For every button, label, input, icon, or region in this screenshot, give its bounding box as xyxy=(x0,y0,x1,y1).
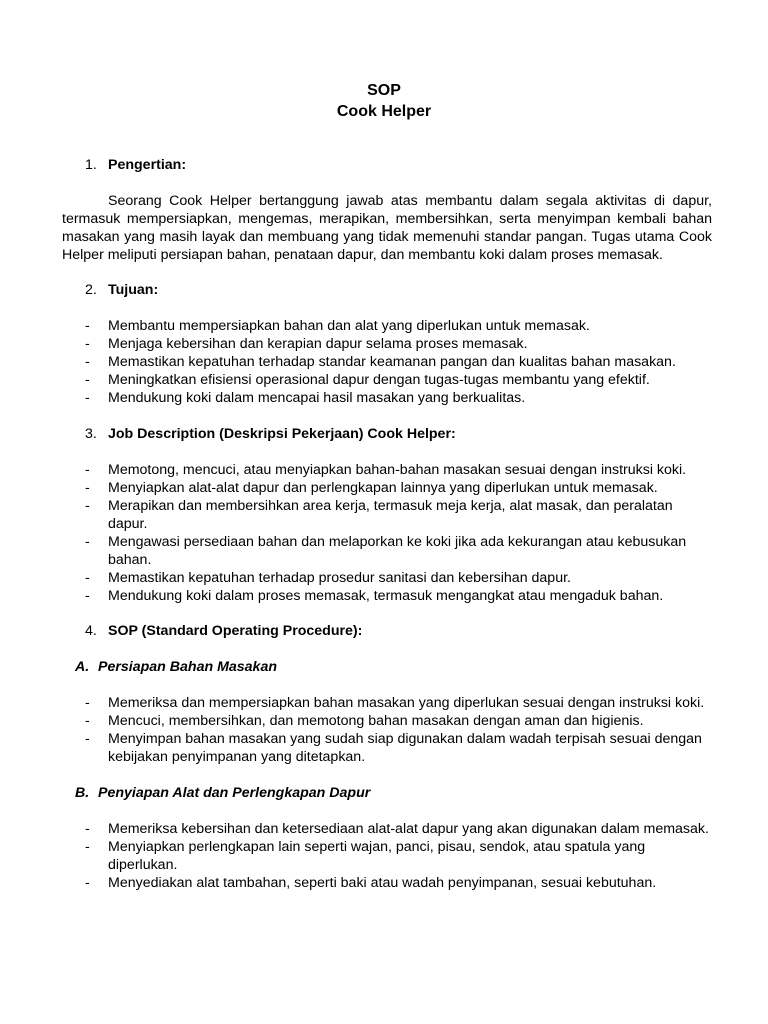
list-item: - Memotong, mencuci, atau menyiapkan bahan-bahan masakan sesuai dengan instruksi koki. xyxy=(62,461,712,479)
list-item: - Mengawasi persediaan bahan dan melaporkan ke koki jika ada kekurangan atau kebusukan bahan. xyxy=(62,533,712,569)
list-item: - Memastikan kepatuhan terhadap standar keamanan pangan dan kualitas bahan masakan. xyxy=(62,353,712,371)
list-item: - Mendukung koki dalam mencapai hasil masakan yang berkualitas. xyxy=(62,389,712,407)
document-title: SOP xyxy=(367,82,401,99)
subsection-a-title: Persiapan Bahan Masakan xyxy=(98,659,277,675)
subsection-a-heading xyxy=(62,658,712,676)
section-1-number: 1. xyxy=(85,157,97,173)
list-item: - Meningkatkan efisiensi operasional dapur dengan tugas-tugas membantu yang efektif. xyxy=(62,371,712,389)
list-item: - Menyiapkan perlengkapan lain seperti wajan, panci, pisau, sendok, atau spatula yang diperlukan. xyxy=(62,838,712,874)
list-item: - Membantu mempersiapkan bahan dan alat yang diperlukan untuk memasak. xyxy=(62,317,712,335)
list-item: - Mencuci, membersihkan, dan memotong bahan masakan dengan aman dan higienis. xyxy=(62,712,712,730)
section-2-list xyxy=(62,317,712,407)
list-item: - Menyimpan bahan masakan yang sudah siap digunakan dalam wadah terpisah sesuai dengan kebijakan penyimpanan yang ditetapkan. xyxy=(62,730,712,766)
section-4-heading xyxy=(62,622,712,640)
subsection-b-list xyxy=(62,820,712,892)
section-1-heading xyxy=(62,156,712,174)
section-1-paragraph: Seorang Cook Helper bertanggung jawab atas membantu dalam segala aktivitas di dapur, termasuk mempersiapkan, mengemas, merapikan, membersihkan, serta menyimpan kembali bahan masakan yang masih layak dan membuang yang tidak memenuhi standar pangan. Tugas utama Cook Helper meliputi persiapan bahan, penataan dapur, dan membantu koki dalam proses memasak. xyxy=(62,193,712,263)
section-4-title: SOP (Standard Operating Procedure): xyxy=(108,623,363,639)
list-item: - Memastikan kepatuhan terhadap prosedur sanitasi dan kebersihan dapur. xyxy=(62,569,712,587)
list-item: - Memeriksa dan mempersiapkan bahan masakan yang diperlukan sesuai dengan instruksi koki. xyxy=(62,694,712,712)
section-2-title: Tujuan: xyxy=(108,282,159,298)
section-3-list xyxy=(62,461,712,605)
section-4-number: 4. xyxy=(85,623,97,639)
list-item: - Menjaga kebersihan dan kerapian dapur selama proses memasak. xyxy=(62,335,712,353)
title-block xyxy=(0,80,768,122)
document-body xyxy=(62,156,712,892)
section-3-number: 3. xyxy=(85,426,97,442)
section-2-heading xyxy=(62,281,712,299)
section-3-title: Job Description (Deskripsi Pekerjaan) Cook Helper: xyxy=(108,426,456,442)
section-2-number: 2. xyxy=(85,282,97,298)
subsection-b-letter: B. xyxy=(75,785,90,801)
section-1-title: Pengertian: xyxy=(108,157,187,173)
subsection-b-title: Penyiapan Alat dan Perlengkapan Dapur xyxy=(98,785,371,801)
document-subtitle: Cook Helper xyxy=(336,103,432,120)
subsection-b-heading xyxy=(62,784,712,802)
list-item: - Menyediakan alat tambahan, seperti baki atau wadah penyimpanan, sesuai kebutuhan. xyxy=(62,874,712,892)
section-3-heading xyxy=(62,425,712,443)
list-item: - Merapikan dan membersihkan area kerja, termasuk meja kerja, alat masak, dan peralatan dapur. xyxy=(62,497,712,533)
list-item: - Mendukung koki dalam proses memasak, termasuk mengangkat atau mengaduk bahan. xyxy=(62,587,712,605)
subsection-a-list xyxy=(62,694,712,766)
list-item: - Memeriksa kebersihan dan ketersediaan alat-alat dapur yang akan digunakan dalam memasak. xyxy=(62,820,712,838)
subsection-a-letter: A. xyxy=(75,659,90,675)
list-item: - Menyiapkan alat-alat dapur dan perlengkapan lainnya yang diperlukan untuk memasak. xyxy=(62,479,712,497)
